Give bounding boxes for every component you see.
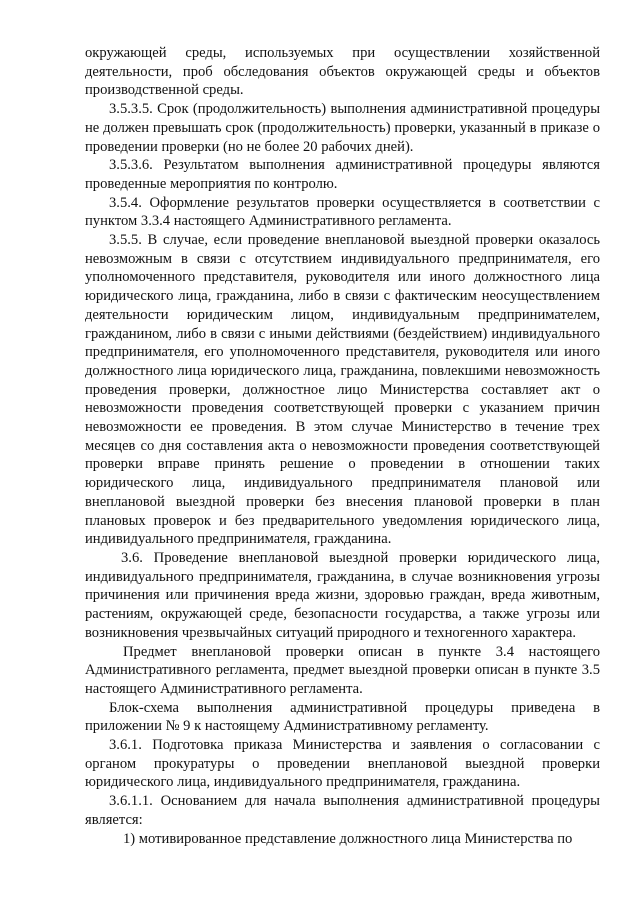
paragraph-3-6: 3.6. Проведение внеплановой выездной проверки юридического лица, индивидуального предпринимателя, гражданина, в случае возникновения угрозы причинения или причинения вреда жизни, здоровью граждан, вреда животным, растениям, окружающей среде, безопасности государства, а также угрозы или возникновения чрезвычайных ситуаций природного и техногенного характера. [85, 549, 600, 641]
paragraph-3-6-1: 3.6.1. Подготовка приказа Министерства и заявления о согласовании с органом прокуратуры о проведении внеплановой выездной проверки юридического лица, индивидуального предпринимателя, гражданина. [85, 737, 600, 791]
document-page [85, 44, 600, 848]
paragraph-subject: Предмет внеплановой проверки описан в пункте 3.4 настоящего Административного регламента, предмет выездной проверки описан в пункте 3.5 настоящего Административного регламента. [85, 643, 600, 697]
paragraph-block-scheme: Блок-схема выполнения административной процедуры приведена в приложении № 9 к настоящему Административному регламенту. [85, 699, 600, 735]
paragraph-continuation: окружающей среды, используемых при осуществлении хозяйственной деятельности, проб обследования объектов окружающей среды и объектов производственной среды. [85, 45, 600, 99]
list-item-1: 1) мотивированное представление должностного лица Министерства по [123, 830, 573, 847]
paragraph-3-5-3-6: 3.5.3.6. Результатом выполнения административной процедуры являются проведенные мероприятия по контролю. [85, 157, 600, 192]
paragraph-3-5-4: 3.5.4. Оформление результатов проверки осуществляется в соответствии с пунктом 3.3.4 настоящего Административного регламента. [85, 194, 600, 230]
paragraph-3-5-5: 3.5.5. В случае, если проведение внеплановой выездной проверки оказалось невозможным в связи с отсутствием индивидуального предпринимателя, его уполномоченного представителя, руководителя или иного должностного лица юридического лица, гражданина, либо в связи с фактическим неосуществлением деятельности юридическим лицом, индивидуальным предпринимателем, гражданином, либо в связи с иными действиями (бездействием) индивидуального предпринимателя, его уполномоченного представителя, руководителя или иного должностного лица юридического лица, гражданина, повлекшими невозможность проведения проверки, должностное лицо Министерства составляет акт о невозможности проведения соответствующей проверки с указанием причин невозможности ее проведения. В этом случае Министерство в течение трех месяцев со дня составления акта о невозможности проведения соответствующей проверки вправе принять решение о проведении в отношении таких юридического лица, индивидуального предпринимателя плановой или внеплановой выездной проверки без внесения плановой проверки в план плановых проверок и без предварительного уведомления юридического лица, индивидуального предпринимателя, гражданина. [85, 232, 600, 548]
paragraph-3-5-3-5: 3.5.3.5. Срок (продолжительность) выполнения административной процедуры не должен превышать срок (продолжительность) проверки, указанный в приказе о проведении проверки (но не более 20 рабочих дней). [85, 101, 600, 155]
paragraph-3-6-1-1: 3.6.1.1. Основанием для начала выполнения административной процедуры является: [85, 793, 600, 828]
